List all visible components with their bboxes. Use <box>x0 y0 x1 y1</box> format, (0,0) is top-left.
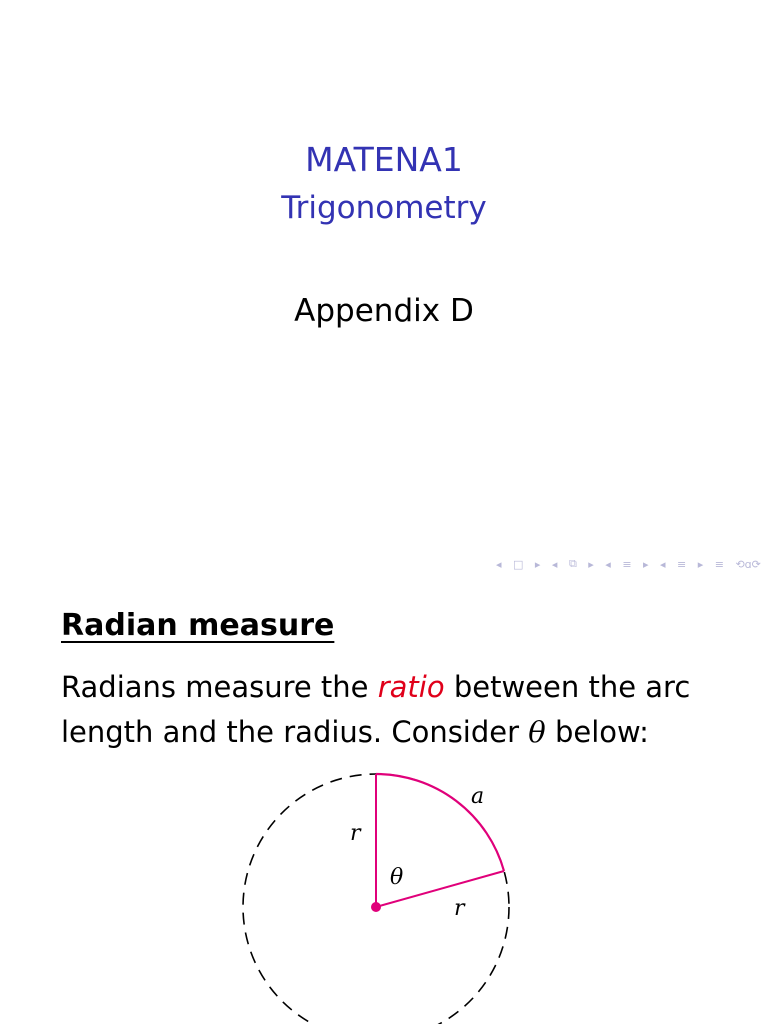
subsection-icon[interactable]: ⧉ <box>568 557 577 570</box>
beamer-navigation-bar <box>496 556 761 572</box>
theta-symbol: θ <box>528 715 546 749</box>
arc-segment <box>376 774 504 871</box>
radian-circle-diagram <box>230 753 530 1024</box>
next-subsection-arrow-icon[interactable]: ▸ <box>588 557 594 571</box>
appendix-icon[interactable]: ≡ <box>714 557 724 571</box>
prev-subsection-arrow-icon[interactable]: ◂ <box>551 557 558 571</box>
body-text-middle: between the arc length and the radius. Consider <box>61 670 691 749</box>
section-icon[interactable]: ≡ <box>622 557 632 571</box>
body-paragraph <box>61 665 721 755</box>
document-icon[interactable]: ≡ <box>677 557 687 571</box>
course-subtitle: Trigonometry <box>281 190 487 226</box>
slide-heading: Radian measure <box>61 608 335 643</box>
center-point <box>371 902 381 912</box>
arc-length-label: a <box>471 784 485 809</box>
prev-frame-arrow-icon[interactable]: ◂ <box>496 557 502 571</box>
next-section-arrow-icon[interactable]: ▸ <box>643 557 649 571</box>
vertical-radius-label: r <box>350 821 361 846</box>
slanted-radius-label: r <box>454 896 465 921</box>
radian-measure-slide <box>0 585 768 1024</box>
body-text-end: below: <box>545 715 649 749</box>
prev-document-arrow-icon[interactable]: ◂ <box>660 557 666 571</box>
angle-label: θ <box>390 865 404 890</box>
next-frame-arrow-icon[interactable]: ▸ <box>534 557 541 571</box>
frame-icon[interactable]: □ <box>513 557 524 571</box>
search-back-forward-icon[interactable]: ⟲ɑ⟳ <box>735 557 761 571</box>
prev-section-arrow-icon[interactable]: ◂ <box>605 557 611 571</box>
body-text-start: Radians measure the <box>61 670 378 704</box>
next-document-arrow-icon[interactable]: ▸ <box>697 557 704 571</box>
course-title: MATENA1 <box>305 140 463 179</box>
appendix-label: Appendix D <box>294 293 474 329</box>
emphasized-word: ratio <box>377 670 445 704</box>
